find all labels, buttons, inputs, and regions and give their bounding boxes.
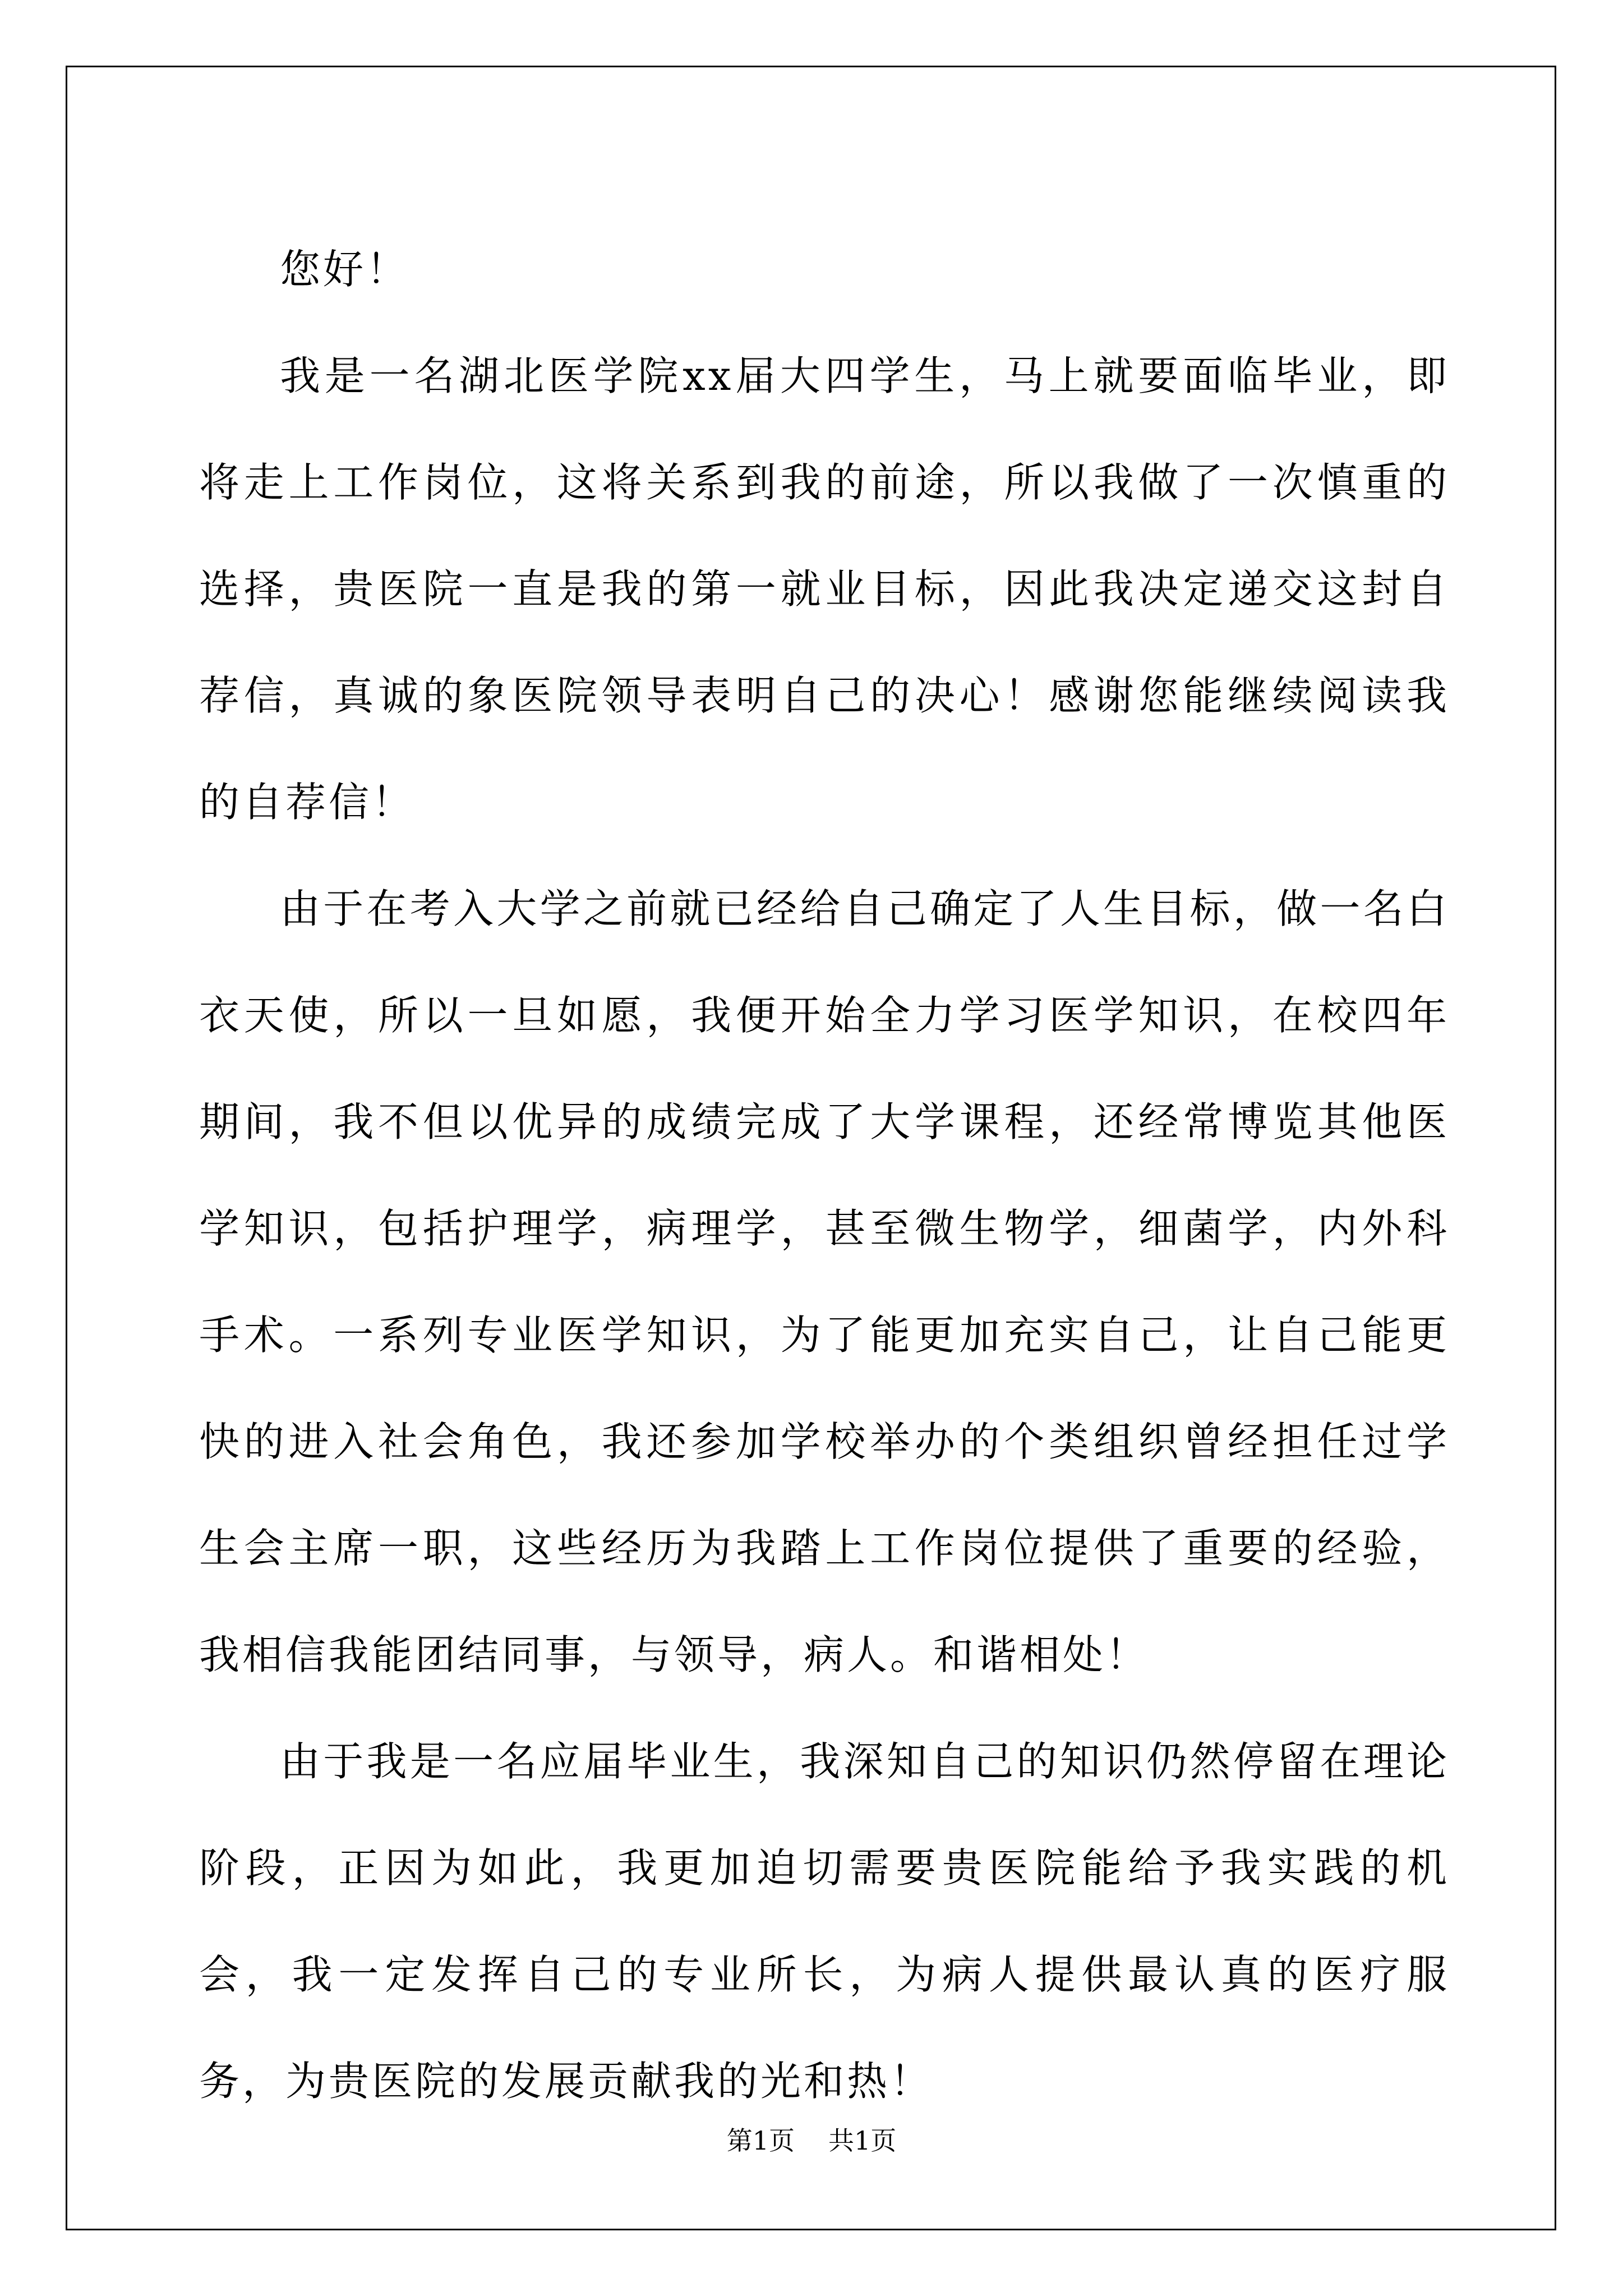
greeting: 您好！ [280,246,410,293]
page-total: 共1页 [828,2125,897,2156]
letter-body [199,216,1450,2134]
page-footer [0,2120,1623,2157]
paragraph-education: 由于在考入大学之前就已经给自己确定了人生目标，做一名白衣天使，所以一旦如愿，我便开始全力学习医学知识，在校四年期间，我不但以优异的成绩完成了大学课程，还经常博览其他医学知识，包括护理学，病理学，甚至微生物学，细菌学，内外科手术。一系列专业医学知识，为了能更加充实自己，让自己能更快的进入社会角色，我还参加学校举办的个类组织曾经担任过学生会主席一职，这些经历为我踏上工作岗位提供了重要的经验，我相信我能团结同事，与领导，病人。和谐相处！ [199,885,1450,1678]
paragraph-intro: 我是一名湖北医学院xx届大四学生，马上就要面临毕业，即将走上工作岗位，这将关系到我的前途，所以我做了一次慎重的选择，贵医院一直是我的第一就业目标，因此我决定递交这封自荐信，真诚的象医院领导表明自己的决心！感谢您能继续阅读我的自荐信！ [199,352,1450,826]
page-number: 第1页 [726,2125,795,2156]
paragraph-closing: 由于我是一名应届毕业生，我深知自己的知识仍然停留在理论阶段，正因为如此，我更加迫切需要贵医院能给予我实践的机会，我一定发挥自己的专业所长，为病人提供最认真的医疗服务，为贵医院的发展贡献我的光和热！ [199,1738,1450,2105]
